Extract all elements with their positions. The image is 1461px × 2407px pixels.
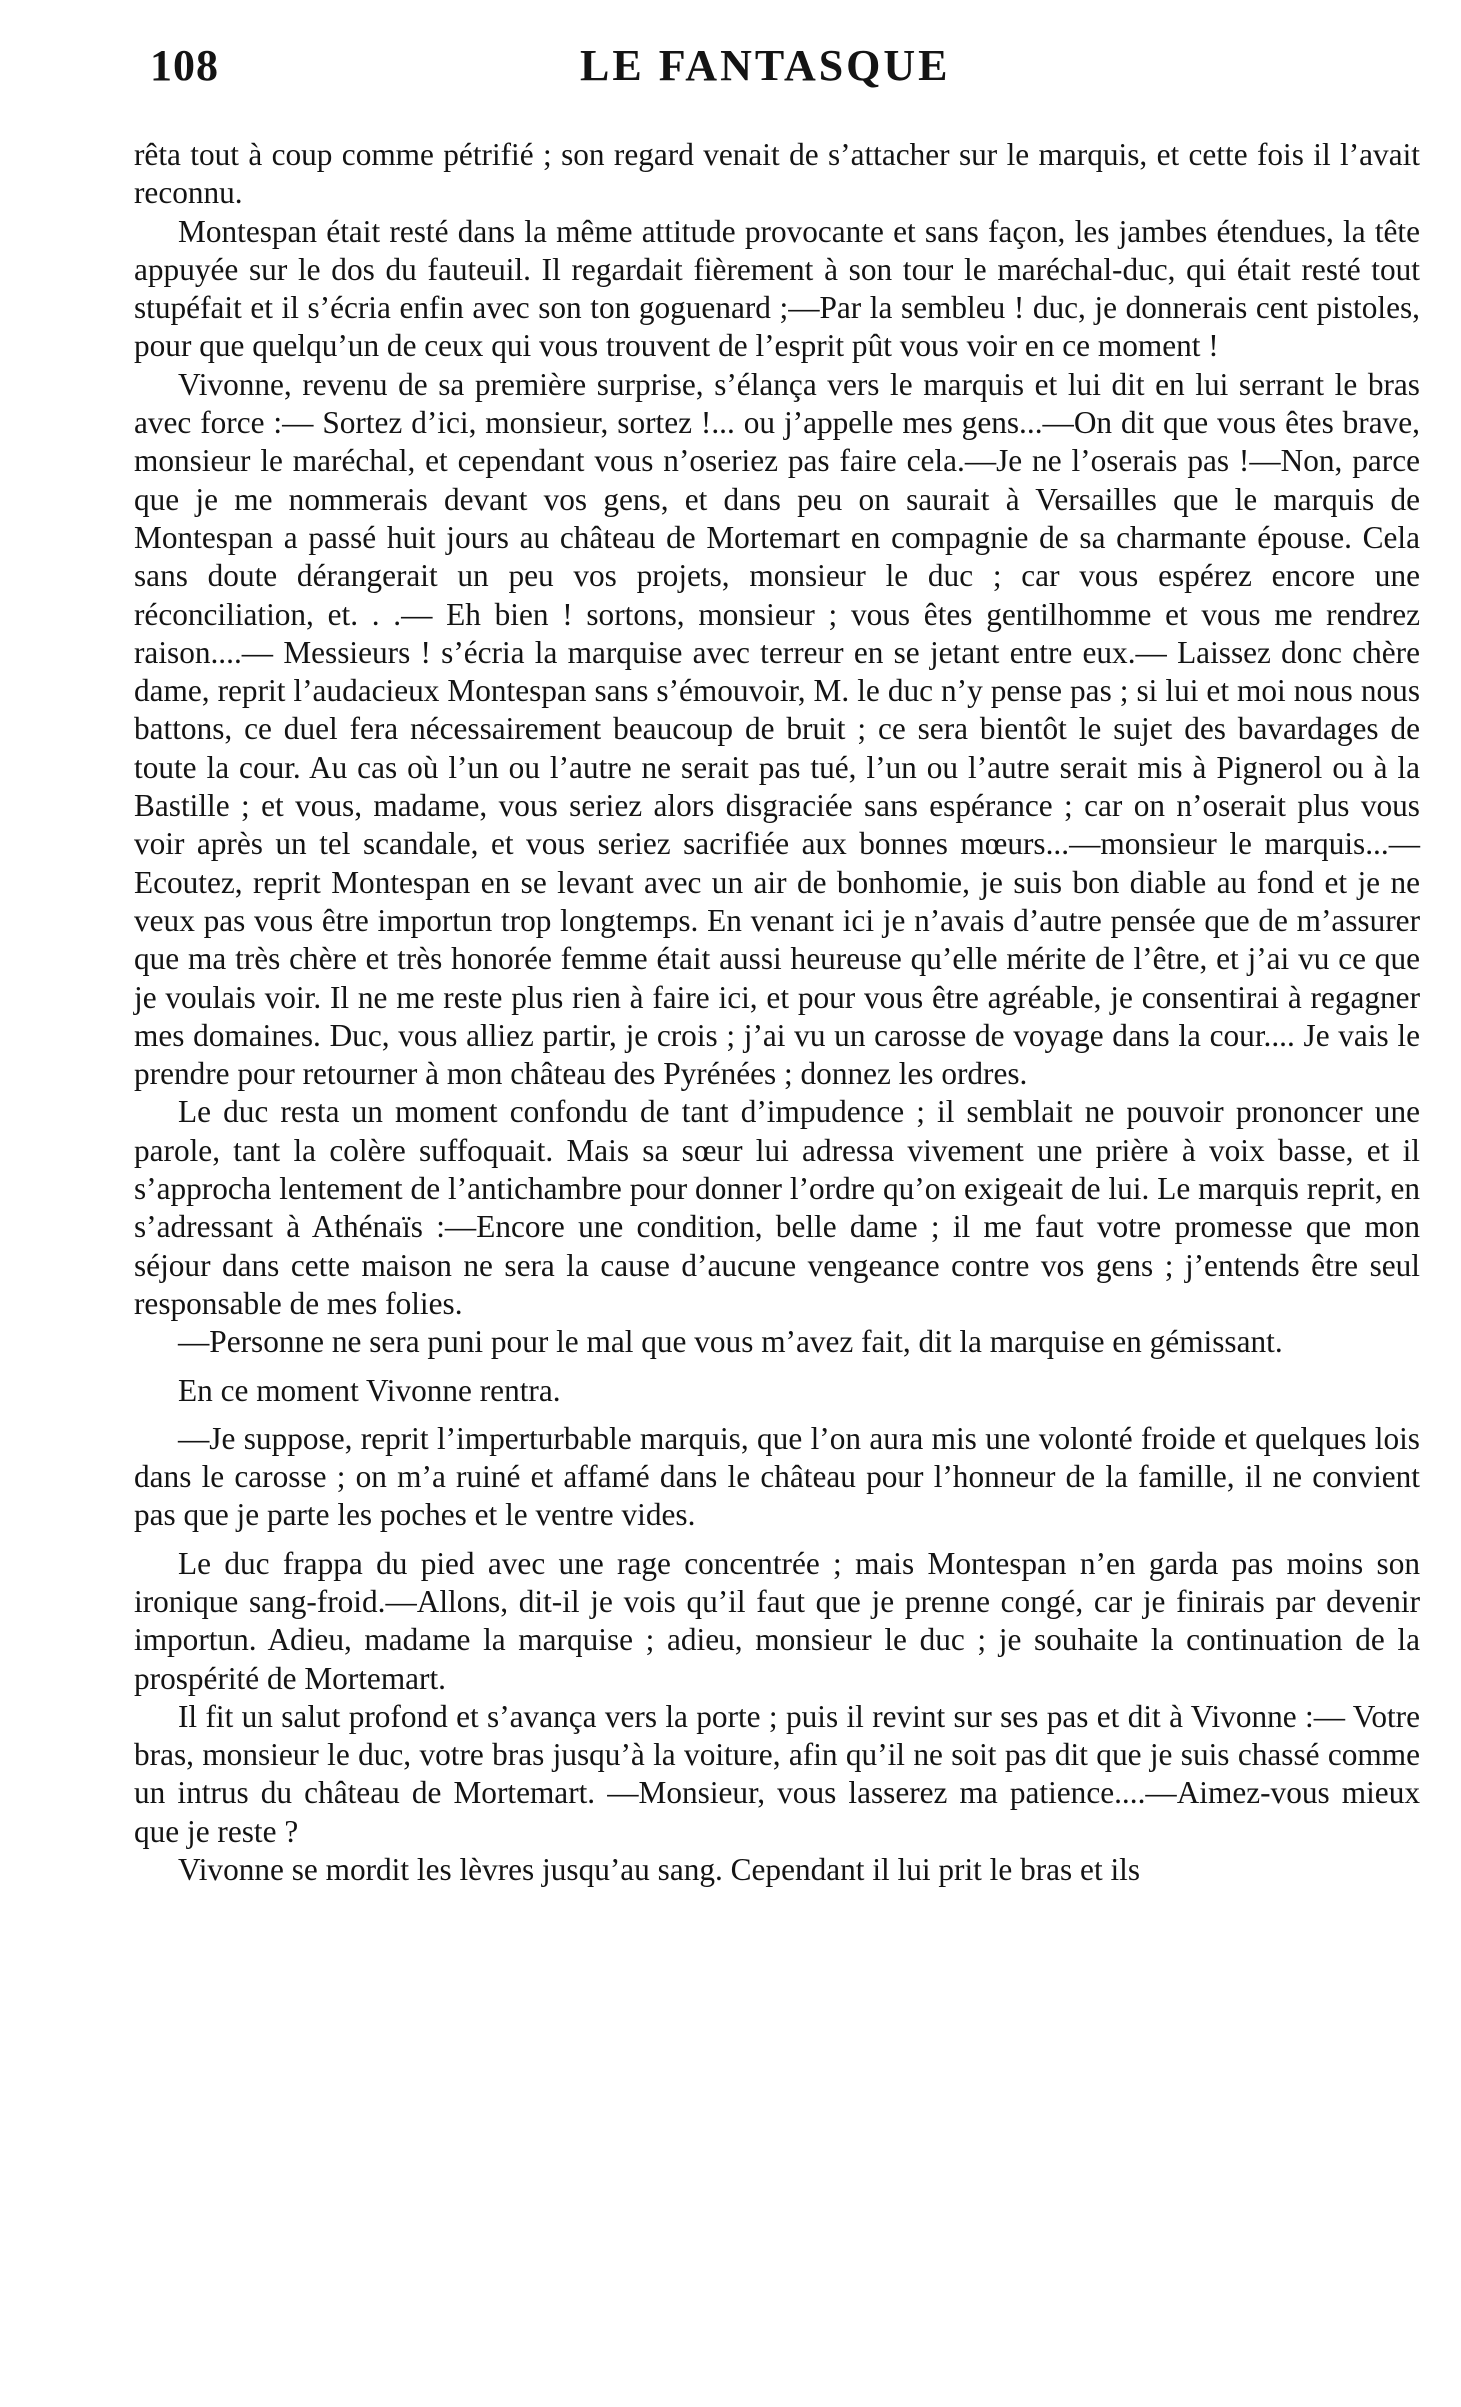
- paragraph: —Je suppose, reprit l’imperturbable marquis, que l’on aura mis une volonté froide et quelques lois dans le carosse ; on m’a ruiné et affamé dans le château pour l’honneur de la famille, il ne convient pas que je parte les poches et le ventre vides.: [134, 1420, 1420, 1533]
- paragraph: Vivonne, revenu de sa première surprise, s’élança vers le marquis et lui dit en lui serrant le bras avec force :— Sortez d’ici, monsieur, sortez !... ou j’appelle mes gens...—On dit que vous êtes brave, monsieur le maréchal, et cependant vous n’oseriez pas faire cela.—Je ne l’oserais pas !—Non, parce que je me nommerais devant vos gens, et dans peu on saurait à Versailles que le marquis de Montespan a passé huit jours au château de Mortemart en compagnie de sa charmante épouse. Cela sans doute dérangerait un peu vos projets, monsieur le duc ; car vous espérez encore une réconciliation, et. . .— Eh bien ! sortons, monsieur ; vous êtes gentilhomme et vous me rendrez raison....— Messieurs ! s’écria la marquise avec terreur en se jetant entre eux.— Laissez donc chère dame, reprit l’audacieux Montespan sans s’émouvoir, M. le duc n’y pense pas ; si lui et moi nous nous battons, ce duel fera nécessairement beaucoup de bruit ; ce sera bientôt le sujet des bavardages de toute la cour. Au cas où l’un ou l’autre ne serait pas tué, l’un ou l’autre serait mis à Pignerol ou à la Bastille ; et vous, madame, vous seriez alors disgraciée sans espérance ; car on n’oserait plus vous voir après un tel scandale, et vous seriez sacrifiée aux bonnes mœurs...—monsieur le marquis...—Ecoutez, reprit Montespan en se levant avec un air de bonhomie, je suis bon diable au fond et je ne veux pas vous être importun trop longtemps. En venant ici je n’avais d’autre pensée que de m’assurer que ma très chère et très honorée femme était aussi heureuse qu’elle mérite de l’être, et j’ai vu ce que je voulais voir. Il ne me reste plus rien à faire ici, et pour vous être agréable, je consentirai à regagner mes domaines. Duc, vous alliez partir, je crois ; j’ai vu un carosse de voyage dans la cour.... Je vais le prendre pour retourner à mon château des Pyrénées ; donnez les ordres.: [134, 366, 1420, 1092]
- article-body: [134, 136, 1420, 1889]
- page-number: 108: [150, 41, 219, 90]
- paragraph: En ce moment Vivonne rentra.: [178, 1372, 561, 1408]
- paragraph: Il fit un salut profond et s’avança vers la porte ; puis il revint sur ses pas et dit à Vivonne :— Votre bras, monsieur le duc, votre bras jusqu’à la voiture, afin qu’il ne soit pas dit que je suis chassé comme un intrus du château de Mortemart. —Monsieur, vous lasserez ma patience....—Aimez-vous mieux que je reste ?: [134, 1698, 1420, 1849]
- paragraph: Le duc frappa du pied avec une rage concentrée ; mais Montespan n’en garda pas moins son ironique sang-froid.—Allons, dit-il je vois qu’il faut que je prenne congé, car je finirais par devenir importun. Adieu, madame la marquise ; adieu, monsieur le duc ; je souhaite la continuation de la prospérité de Mortemart.: [134, 1545, 1420, 1696]
- paragraph-continuation: rêta tout à coup comme pétrifié ; son regard venait de s’attacher sur le marquis, et cette fois il l’avait reconnu.: [134, 137, 1420, 211]
- journal-title: LE FANTASQUE: [580, 41, 951, 90]
- page-header: [150, 40, 1300, 100]
- paragraph: Vivonne se mordit les lèvres jusqu’au sang. Cependant il lui prit le bras et ils: [178, 1852, 1141, 1888]
- paragraph: Le duc resta un moment confondu de tant d’impudence ; il semblait ne pouvoir prononcer une parole, tant la colère suffoquait. Mais sa sœur lui adressa vivement une prière à voix basse, et il s’approcha lentement de l’antichambre pour donner l’ordre qu’on exigeait de lui. Le marquis reprit, en s’adressant à Athénaïs :—Encore une condition, belle dame ; il me faut votre promesse que mon séjour dans cette maison ne sera la cause d’aucune vengeance contre vos gens ; j’entends être seul responsable de mes folies.: [134, 1094, 1420, 1321]
- paragraph: —Personne ne sera puni pour le mal que vous m’avez fait, dit la marquise en gémissant.: [178, 1324, 1283, 1360]
- paragraph: Montespan était resté dans la même attitude provocante et sans façon, les jambes étendues, la tête appuyée sur le dos du fauteuil. Il regardait fièrement à son tour le maréchal-duc, qui était resté tout stupéfait et il s’écria enfin avec son ton goguenard ;—Par la sembleu ! duc, je donnerais cent pistoles, pour que quelqu’un de ceux qui vous trouvent de l’esprit pût vous voir en ce moment !: [134, 213, 1420, 364]
